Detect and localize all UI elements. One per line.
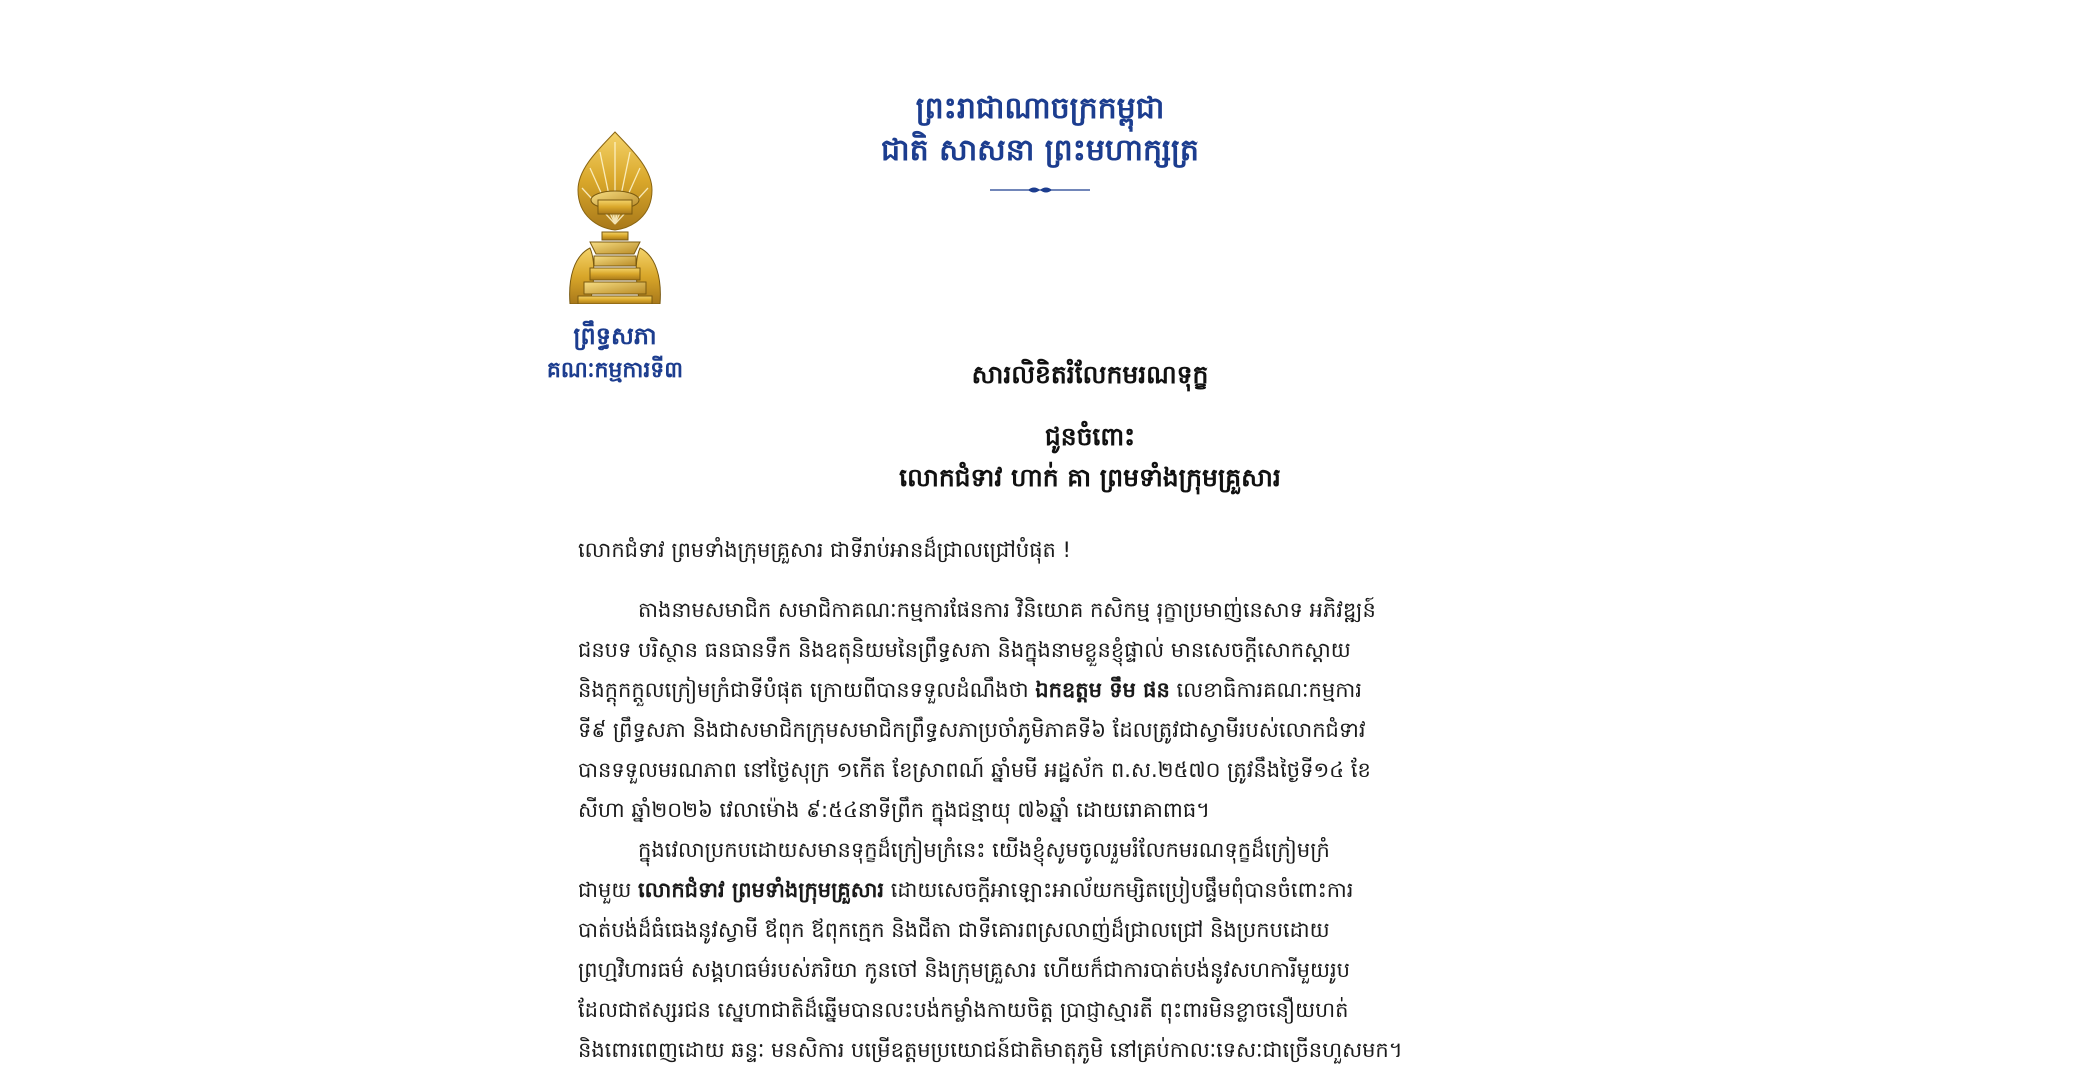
motto-line-kingdom: ព្រះរាជាណាចក្រកម្ពុជា [915, 91, 1165, 126]
paragraph-text: និងក្តុកក្តួលក្រៀមក្រំជាទីបំផុត ក្រោយពីបានទទួលដំណឹងថា [578, 678, 1036, 702]
paragraph-text: ជាមួយ [578, 878, 638, 902]
paragraph-text: ដោយសេចក្តីអាឡោះអាល័យកម្សិតប្រៀបផ្ទឹមពុំបានចំពោះការ [884, 878, 1354, 902]
deceased-name: ឯកឧត្តម ទឹម ផន [1035, 678, 1170, 702]
sender-block [510, 318, 720, 388]
paragraph-line: និងពោរពេញដោយ ឆន្ទៈ មនសិការ បម្រើឧត្តមប្រយោជន៍ជាតិមាតុភូមិ នៅគ្រប់កាលៈទេសៈជាច្រើនហួសមក។ [578, 1038, 1403, 1062]
institution-name: ព្រឹទ្ធសភា [573, 322, 657, 350]
paragraph-1 [578, 590, 1480, 830]
paragraph-line: សីហា ឆ្នាំ២០២៦ វេលាម៉ោង ៩:៥៤នាទីព្រឹក ក្នុងជន្មាយុ ៧៦ឆ្នាំ ដោយរោគាពាធ។ [578, 798, 1211, 822]
paragraph-line: ព្រហ្មវិហារធម៌ សង្គហធម៌របស់ភរិយា កូនចៅ និងក្រុមគ្រួសារ ហើយក៏ជាការបាត់បង់នូវសហការីមួយរូប [578, 958, 1350, 982]
paragraph-line [578, 870, 1480, 910]
paragraph-line [578, 670, 1480, 710]
recipient-mention: លោកជំទាវ ព្រមទាំងក្រុមគ្រួសារ [638, 878, 885, 902]
kingdom-motto [820, 88, 1260, 190]
paragraph-line: បានទទួលមរណភាព នៅថ្ងៃសុក្រ ១កើត ខែស្រាពណ៍ ឆ្នាំមមី អដ្ឋស័ក ព.ស.២៥៧០ ត្រូវនឹងថ្ងៃទី១៤ ខែ [578, 758, 1371, 782]
paragraph-line: បាត់បង់ដ៏ធំធេងនូវស្វាមី ឪពុក ឪពុកក្មេក និងជីតា ជាទីគោរពស្រលាញ់ដ៏ជ្រាលជ្រៅ និងប្រកបដោយ [578, 918, 1330, 942]
document-title: សារលិខិតរំលែកមរណទុក្ខ [971, 360, 1209, 389]
paragraph-line: តាងនាមសមាជិក សមាជិកាគណៈកម្មការផែនការ វិនិយោគ កសិកម្ម រុក្ខាប្រមាញ់នេសាទ អភិវឌ្ឍន៍ [638, 598, 1376, 622]
paragraph-line: ដែលជាឥស្សរជន ស្នេហាជាតិដ៏ឆ្នើមបានលះបង់កម្លាំងកាយចិត្ត ប្រាជ្ញាស្មារតី ពុះពារមិនខ្លាចនឿយហត់ [578, 998, 1349, 1022]
ornament-divider [990, 180, 1090, 190]
senate-emblem [560, 128, 670, 304]
paragraph-2 [578, 830, 1480, 1070]
paragraph-line: ជនបទ បរិស្ថាន ធនធានទឹក និងឧតុនិយមនៃព្រឹទ្ធសភា និងក្នុងនាមខ្លួនខ្ញុំផ្ទាល់ មានសេចក្តីសោកស្តាយ [578, 638, 1351, 662]
motto-line-nation-religion-king: ជាតិ សាសនា ព្រះមហាក្សត្រ [881, 133, 1199, 168]
paragraph-line: ទី៩ ព្រឹទ្ធសភា និងជាសមាជិកក្រុមសមាជិកព្រឹទ្ធសភាប្រចាំភូមិភាគទី៦ ដែលត្រូវជាស្វាមីរបស់លោកជំទាវ [578, 718, 1366, 742]
letter-body [578, 530, 1480, 1070]
paragraph-line: ក្នុងវេលាប្រកបដោយសមានទុក្ខដ៏ក្រៀមក្រំនេះ យើងខ្ញុំសូមចូលរួមរំលែកមរណទុក្ខដ៏ក្រៀមក្រំ [638, 838, 1330, 862]
addressed-to-label: ជូនចំពោះ [1044, 422, 1136, 451]
recipient-name: លោកជំទាវ ហាក់ គា ព្រមទាំងក្រុមគ្រួសារ [899, 463, 1281, 492]
commission-name: គណៈកម្មការទី៣ [546, 358, 684, 383]
salutation: លោកជំទាវ ព្រមទាំងក្រុមគ្រួសារ ជាទីរាប់អានដ៏ជ្រាលជ្រៅបំផុត ! [578, 538, 1071, 562]
paragraph-text: លេខាធិការគណៈកម្មការ [1169, 678, 1362, 702]
